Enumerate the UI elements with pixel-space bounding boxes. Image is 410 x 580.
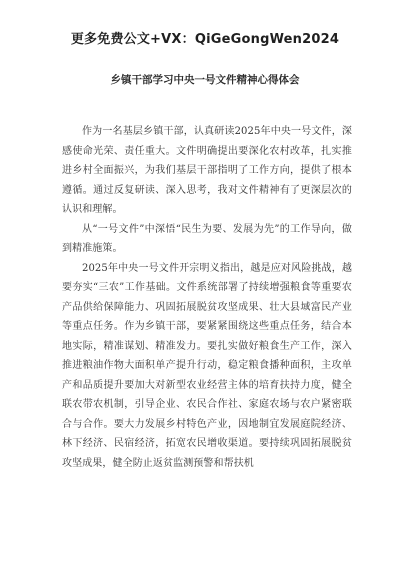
paragraph: 作为一名基层乡镇干部，认真研读2025年中央一号文件，深感使命光荣、责任重大。文件明确提出要深化农村改革，扎实推进乡村全面振兴，为我们基层干部指明了工作方向，提供了根本遵循。通过反复研读、深入思考，我对文件精神有了更深层次的认识和理解。 [62,126,352,215]
promo-banner: 更多免费公文+VX：QiGeGongWen2024 [70,32,340,47]
document-body [62,122,352,473]
paragraph: 2025年中央一号文件开宗明义指出，越是应对风险挑战，越要夯实“三农”工作基础。文件系统部署了持续增强粮食等重要农产品供给保障能力、巩固拓展脱贫攻坚成果、壮大县域富民产业等重点任务。作为乡镇干部，要紧紧围绕这些重点任务，结合本地实际，精准谋划、精准发力。要扎实做好粮食生产工作，深入推进粮油作物大面积单产提升行动，稳定粮食播种面积，主攻单产和品质提升要加大对新型农业经营主体的培育扶持力度，健全联农带农机制，引导企业、农民合作社、家庭农场与农户紧密联合与合作。要大力发展乡村特色产业，因地制宜发展庭院经济、林下经济、民宿经济，拓宽农民增收渠道。要持续巩固拓展脱贫攻坚成果，健全防止返贫监测预警和帮扶机 [62,262,352,469]
document-title: 乡镇干部学习中央一号文件精神心得体会 [110,74,300,86]
paragraph: 从“一号文件”中深悟“民生为要、发展为先”的工作导向，做到精准施策。 [62,223,352,254]
